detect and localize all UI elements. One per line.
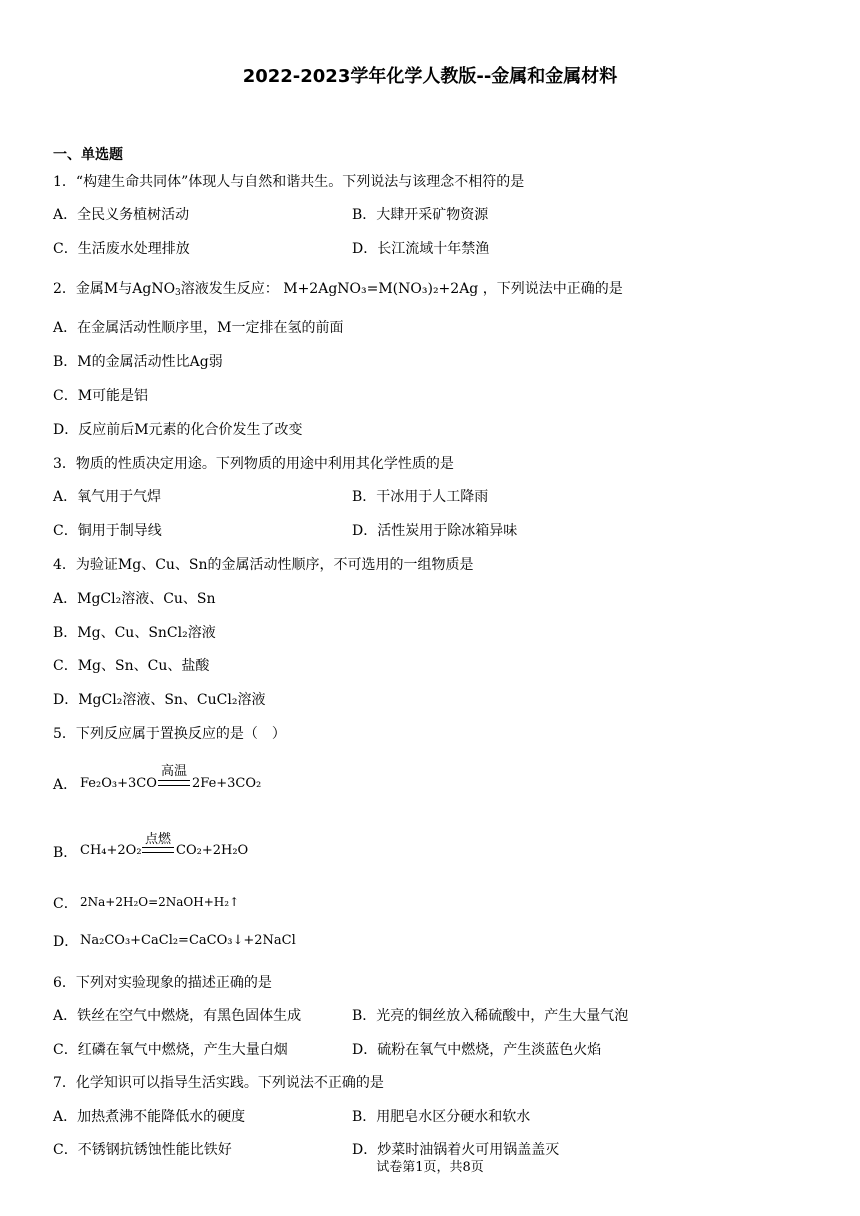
question-6-option-d: D．硫粉在氧气中燃烧，产生淡蓝色火焰 bbox=[352, 1042, 602, 1058]
question-2-equation: M+2AgNO₃=M(NO₃)₂+2Ag bbox=[283, 281, 479, 297]
question-1-option-c: C．生活废水处理排放 bbox=[53, 241, 190, 257]
question-3-stem: 3．物质的性质决定用途。下列物质的用途中利用其化学性质的是 bbox=[53, 456, 454, 472]
question-5-option-b-equals bbox=[142, 847, 174, 853]
question-2-stem-start: 2．金属M与AgNO bbox=[53, 281, 176, 297]
question-6-option-a: A．铁丝在空气中燃烧，有黑色固体生成 bbox=[53, 1008, 302, 1024]
question-5-option-a-label: A． bbox=[53, 777, 78, 793]
question-7-option-d: D．炒菜时油锅着火可用锅盖盖灭 bbox=[352, 1142, 560, 1158]
question-5-option-a-equals bbox=[158, 780, 190, 786]
question-7-option-c: C．不锈钢抗锈蚀性能比铁好 bbox=[53, 1142, 232, 1158]
question-2-option-b: B．M的金属活动性比Ag弱 bbox=[53, 354, 223, 370]
question-5-option-d-equation: Na₂CO₃+CaCl₂=CaCO₃↓+2NaCl bbox=[80, 933, 296, 948]
question-2-option-c: C．M可能是铝 bbox=[53, 388, 149, 404]
question-4-stem: 4．为验证Mg、Cu、Sn的金属活动性顺序，不可选用的一组物质是 bbox=[53, 557, 474, 573]
question-1-option-b: B．大肆开采矿物资源 bbox=[352, 207, 489, 223]
question-3-option-d: D．活性炭用于除冰箱异味 bbox=[352, 523, 518, 539]
question-5-option-a-condition: 高温 bbox=[160, 764, 187, 779]
question-5-option-c-equation: 2Na+2H₂O=2NaOH+H₂↑ bbox=[80, 895, 240, 909]
question-5-option-b-condition: 点燃 bbox=[144, 832, 171, 847]
question-6-option-c: C．红磷在氧气中燃烧，产生大量白烟 bbox=[53, 1042, 288, 1058]
question-2-stem bbox=[53, 279, 623, 303]
question-5-option-b-reactants: CH₄+2O₂ bbox=[80, 843, 142, 858]
question-2-option-a: A．在金属活动性顺序里，M一定排在氢的前面 bbox=[53, 320, 344, 336]
question-6-option-b: B．光亮的铜丝放入稀硫酸中，产生大量气泡 bbox=[352, 1008, 629, 1024]
question-5-stem: 5．下列反应属于置换反应的是（ ） bbox=[53, 726, 286, 742]
question-3-option-b: B．干冰用于人工降雨 bbox=[352, 489, 489, 505]
question-7-option-b: B．用肥皂水区分硬水和软水 bbox=[352, 1109, 531, 1125]
question-1-option-d: D．长江流域十年禁渔 bbox=[352, 241, 490, 257]
question-3-option-a: A．氧气用于气焊 bbox=[53, 489, 162, 505]
question-7-stem: 7．化学知识可以指导生活实践。下列说法不正确的是 bbox=[53, 1075, 384, 1091]
question-1-stem: 1．“构建生命共同体”体现人与自然和谐共生。下列说法与该理念不相符的是 bbox=[53, 174, 525, 190]
question-4-option-a: A．MgCl₂溶液、Cu、Sn bbox=[53, 591, 216, 607]
question-5-option-d-label: D． bbox=[53, 934, 79, 950]
question-5-option-a-products: 2Fe+3CO₂ bbox=[192, 776, 262, 791]
section-heading: 一、单选题 bbox=[53, 147, 123, 163]
question-2-stem-subscript: 3 bbox=[175, 288, 181, 298]
question-5-option-b-label: B． bbox=[53, 845, 78, 861]
question-4-option-d: D．MgCl₂溶液、Sn、CuCl₂溶液 bbox=[53, 692, 266, 708]
question-4-option-c: C．Mg、Sn、Cu、盐酸 bbox=[53, 658, 210, 674]
question-5-option-a-reactants: Fe₂O₃+3CO bbox=[80, 776, 157, 791]
question-2-stem-mid: 溶液发生反应： bbox=[180, 281, 279, 297]
question-7-option-a: A．加热煮沸不能降低水的硬度 bbox=[53, 1109, 246, 1125]
question-6-stem: 6．下列对实验现象的描述正确的是 bbox=[53, 975, 272, 991]
page-footer: 试卷第1页，共8页 bbox=[376, 1160, 484, 1175]
question-1-option-a: A．全民义务植树活动 bbox=[53, 207, 190, 223]
question-4-option-b: B．Mg、Cu、SnCl₂溶液 bbox=[53, 625, 216, 641]
question-2-option-d: D．反应前后M元素的化合价发生了改变 bbox=[53, 422, 303, 438]
question-5-option-c-label: C． bbox=[53, 896, 78, 912]
question-2-stem-end: ，下列说法中正确的是 bbox=[482, 281, 623, 297]
question-3-option-c: C．铜用于制导线 bbox=[53, 523, 162, 539]
page-title: 2022-2023学年化学人教版--金属和金属材料 bbox=[242, 66, 618, 87]
question-5-option-b-products: CO₂+2H₂O bbox=[176, 843, 249, 858]
